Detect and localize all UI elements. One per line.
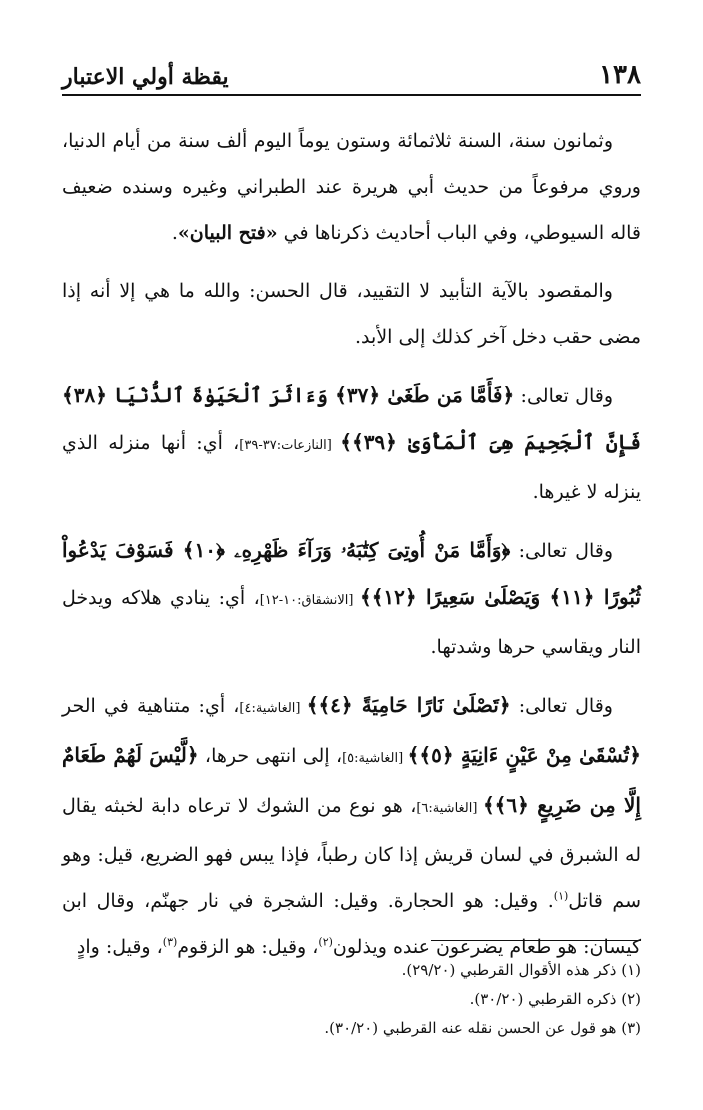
body-text (62, 118, 641, 982)
footnote-item: (٢) ذكره القرطبي (٣٠/٢٠). (469, 990, 641, 1008)
paragraph-text: . وقيل: هو الحجارة. وقيل: الشجرة في نار جهنّم، وقال ابن كيسان: هو طعام يضرعون عنده ويذلون (62, 890, 641, 958)
quran-verse: ﴿وَأَمَّا مَنْ أُوتِىَ كِتَٰبَهُۥ وَرَآءَ ظَهْرِهِۦ ﴿١٠﴾ فَسَوْفَ يَدْعُواْ ثُبُورًا ﴿١١﴾ وَيَصْلَىٰ سَعِيرًا ﴿١٢﴾﴾ (62, 538, 641, 609)
body-paragraph (62, 527, 641, 670)
footnote-divider (431, 940, 641, 941)
verse-reference: [النازعات:٣٧-٣٩] (239, 438, 341, 453)
quran-verse: ﴿لَّيْسَ لَهُمْ طَعَامٌ إِلَّا مِن ضَرِيعٍ ﴿٦﴾﴾ (62, 743, 641, 817)
paragraph-text: ، أي: أنها منزله الذي ينزله لا غيرها. (62, 432, 641, 503)
verse-reference: [الغاشية:٤] (239, 701, 307, 716)
quran-verse: ﴿تَصْلَىٰ نَارًا حَامِيَةً ﴿٤﴾﴾ (306, 693, 511, 717)
paragraph-text: ، وقيل: هو الزقوم (177, 936, 319, 958)
paragraph-text: ، أي: متناهية في الحر (62, 695, 240, 717)
paragraph-text: ، هو نوع من الشوك لا ترعاه دابة لخبثه يقال له الشبرق في لسان قريش إذا كان رطباً، فإذا يبس فهو الضريع، قيل: وهو سم قاتل (62, 795, 641, 912)
page-number: ١٣٨ (599, 60, 641, 90)
verse-reference: [الغاشية:٥] (342, 751, 408, 766)
quran-verse: ﴿فَأَمَّا مَن طَغَىٰ ﴿٣٧﴾ وَءَاثَرَ ٱلْحَيَوٰةَ ٱلدُّنْيَا ﴿٣٨﴾ فَإِنَّ ٱلْجَحِيمَ هِىَ ٱلْمَأْوَىٰ ﴿٣٩﴾﴾ (62, 383, 641, 454)
footnotes (62, 956, 641, 1043)
book-title: «فتح البيان» (177, 222, 278, 244)
paragraph-text: وقال تعالى: (510, 540, 614, 562)
footnote-marker: (٣) (162, 935, 178, 949)
paragraph-text: وقال تعالى: (514, 385, 614, 407)
body-paragraph (62, 682, 641, 970)
verse-reference: [الانشقاق:١٠-١٢] (259, 593, 360, 608)
footnote-marker: (١) (553, 889, 569, 903)
running-title: يقظة أولي الاعتبار (62, 64, 229, 90)
paragraph-text: ، أي: ينادي هلاكه ويدخل النار ويقاسي حرها وشدتها. (62, 587, 641, 658)
paragraph-text: والمقصود بالآية التأبيد لا التقييد، قال الحسن: والله ما هي إلا أنه إذا مضى حقب دخل آخر كذلك إلى الأبد. (62, 280, 641, 348)
body-paragraph (62, 268, 641, 360)
footnote-item: (٣) هو قول عن الحسن نقله عنه القرطبي (٣٠/٢٠). (324, 1019, 641, 1037)
paragraph-text: . (171, 222, 178, 244)
quran-verse: ﴿تُسْقَىٰ مِنْ عَيْنٍ ءَانِيَةٍ ﴿٥﴾﴾ (407, 743, 641, 767)
page-header (62, 56, 641, 96)
paragraph-text: ، إلى انتهى حرها، (198, 745, 343, 767)
paragraph-text: وقال تعالى: (510, 695, 613, 717)
footnote-item: (١) ذكر هذه الأقوال القرطبي (٢٩/٢٠). (401, 961, 641, 979)
body-paragraph (62, 118, 641, 256)
paragraph-text: وثمانون سنة، السنة ثلاثمائة وستون يوماً اليوم ألف سنة من أيام الدنيا، وروي مرفوعاً من حديث أبي هريرة عند الطبراني وغيره وسنده ضعيف قاله السيوطي، وفي الباب أحاديث ذكرناها في (62, 130, 641, 244)
paragraph-text: ، وقيل: وادٍ (76, 936, 163, 958)
body-paragraph (62, 372, 641, 515)
verse-reference: [الغاشية:٦] (416, 801, 483, 816)
footnote-marker: (٢) (318, 935, 333, 949)
